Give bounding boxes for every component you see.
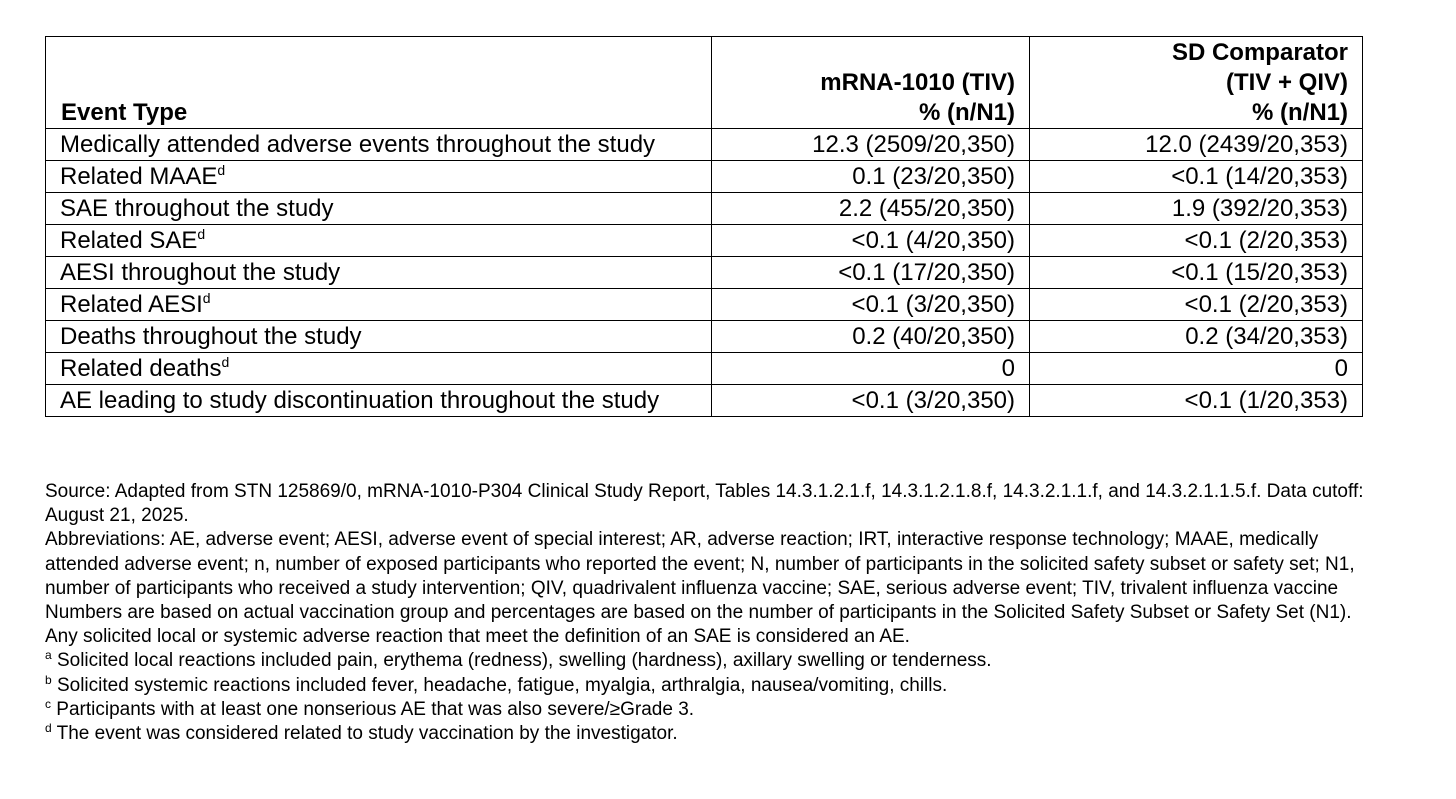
table-row <box>46 193 1363 225</box>
event-label: Related deaths <box>60 355 222 382</box>
table-row <box>46 161 1363 193</box>
event-label: AE leading to study discontinuation throughout the study <box>60 387 660 414</box>
footnote-mark: c <box>45 696 51 711</box>
table-row <box>46 385 1363 417</box>
event-label: Related AESI <box>60 291 203 318</box>
footnote-marker: d <box>217 162 226 178</box>
mrna-value: <0.1 (4/20,350) <box>712 225 1030 257</box>
comparator-value: <0.1 (1/20,353) <box>1030 385 1363 417</box>
footnote-marker: d <box>197 226 206 242</box>
abbreviations-note: Abbreviations: AE, adverse event; AESI, adverse event of special interest; AR, adverse reaction; IRT, interactive response technology; MAAE, medically attended adverse event; n, number of exposed participants who reported the event; N, number of participants in the solicited safety subset or safety set; N1, number of participants who received a study intervention; QIV, quadrivalent influenza vaccine; SAE, serious adverse event; TIV, trivalent influenza vaccine <box>45 529 1355 599</box>
footnote-c <box>45 698 1385 722</box>
comparator-value: <0.1 (15/20,353) <box>1030 257 1363 289</box>
footnote-marker: d <box>221 354 230 370</box>
table-row <box>46 289 1363 321</box>
source-note: Source: Adapted from STN 125869/0, mRNA-1010-P304 Clinical Study Report, Tables 14.3.1.2.1.f, 14.3.1.2.1.8.f, 14.3.2.1.1.f, and 14.3.2.1.1.5.f. Data cutoff: August 21, 2025. <box>45 481 1364 527</box>
table-notes <box>45 480 1385 746</box>
event-cell <box>46 385 712 417</box>
comparator-value: 12.0 (2439/20,353) <box>1030 129 1363 161</box>
event-label: SAE throughout the study <box>60 195 334 222</box>
safety-table-container <box>45 36 1362 417</box>
event-cell <box>46 161 712 193</box>
mrna-value: 2.2 (455/20,350) <box>712 193 1030 225</box>
header-sd-comparator <box>1030 37 1363 129</box>
footnote-text: Solicited systemic reactions included fever, headache, fatigue, myalgia, arthralgia, nausea/vomiting, chills. <box>56 674 948 696</box>
table-row <box>46 257 1363 289</box>
mrna-value: <0.1 (3/20,350) <box>712 289 1030 321</box>
mrna-value: 0.2 (40/20,350) <box>712 321 1030 353</box>
event-cell <box>46 129 712 161</box>
comparator-value: 0.2 (34/20,353) <box>1030 321 1363 353</box>
event-cell <box>46 225 712 257</box>
header-comparator-line1: SD Comparator <box>1171 39 1348 66</box>
footnote-mark: a <box>45 648 52 663</box>
comparator-value: 1.9 (392/20,353) <box>1030 193 1363 225</box>
comparator-value: <0.1 (2/20,353) <box>1030 289 1363 321</box>
header-mrna-1010 <box>712 37 1030 129</box>
safety-table <box>45 36 1363 417</box>
comparator-value: <0.1 (14/20,353) <box>1030 161 1363 193</box>
footnote-text: The event was considered related to study vaccination by the investigator. <box>56 723 678 745</box>
header-mrna-line2: % (n/N1) <box>919 99 1015 126</box>
comparator-value: <0.1 (2/20,353) <box>1030 225 1363 257</box>
footnote-marker: d <box>202 290 211 306</box>
footnote-mark: d <box>45 721 52 736</box>
event-label: Deaths throughout the study <box>60 323 362 350</box>
event-cell <box>46 353 712 385</box>
footnote-a <box>45 649 1385 673</box>
mrna-value: 0 <box>712 353 1030 385</box>
event-cell <box>46 193 712 225</box>
footnote-mark: b <box>45 672 52 687</box>
comparator-value: 0 <box>1030 353 1363 385</box>
mrna-value: 12.3 (2509/20,350) <box>712 129 1030 161</box>
table-row <box>46 225 1363 257</box>
mrna-value: <0.1 (17/20,350) <box>712 257 1030 289</box>
numbers-note: Numbers are based on actual vaccination group and percentages are based on the number of participants in the Solicited Safety Subset or Safety Set (N1). Any solicited local or systemic adverse reaction that meet the definition of an SAE is considered an AE. <box>45 602 1352 648</box>
table-row <box>46 353 1363 385</box>
header-comparator-line2: (TIV + QIV) <box>1225 69 1348 96</box>
header-comparator-line3: % (n/N1) <box>1252 99 1348 126</box>
event-cell <box>46 321 712 353</box>
table-row <box>46 321 1363 353</box>
header-mrna-line1: mRNA-1010 (TIV) <box>820 69 1015 96</box>
event-label: AESI throughout the study <box>60 259 341 286</box>
table-row <box>46 129 1363 161</box>
event-cell <box>46 257 712 289</box>
event-label: Related SAE <box>60 227 198 254</box>
footnote-d <box>45 722 1385 746</box>
header-event-type: Event Type <box>46 37 712 129</box>
event-label: Medically attended adverse events throughout the study <box>60 131 656 158</box>
footnote-text: Participants with at least one nonserious AE that was also severe/≥Grade 3. <box>56 698 695 720</box>
table-header-row <box>46 37 1363 129</box>
event-label: Related MAAE <box>60 163 218 190</box>
footnote-text: Solicited local reactions included pain, erythema (redness), swelling (hardness), axillary swelling or tenderness. <box>56 650 992 672</box>
mrna-value: 0.1 (23/20,350) <box>712 161 1030 193</box>
footnote-b <box>45 674 1385 698</box>
mrna-value: <0.1 (3/20,350) <box>712 385 1030 417</box>
event-cell <box>46 289 712 321</box>
